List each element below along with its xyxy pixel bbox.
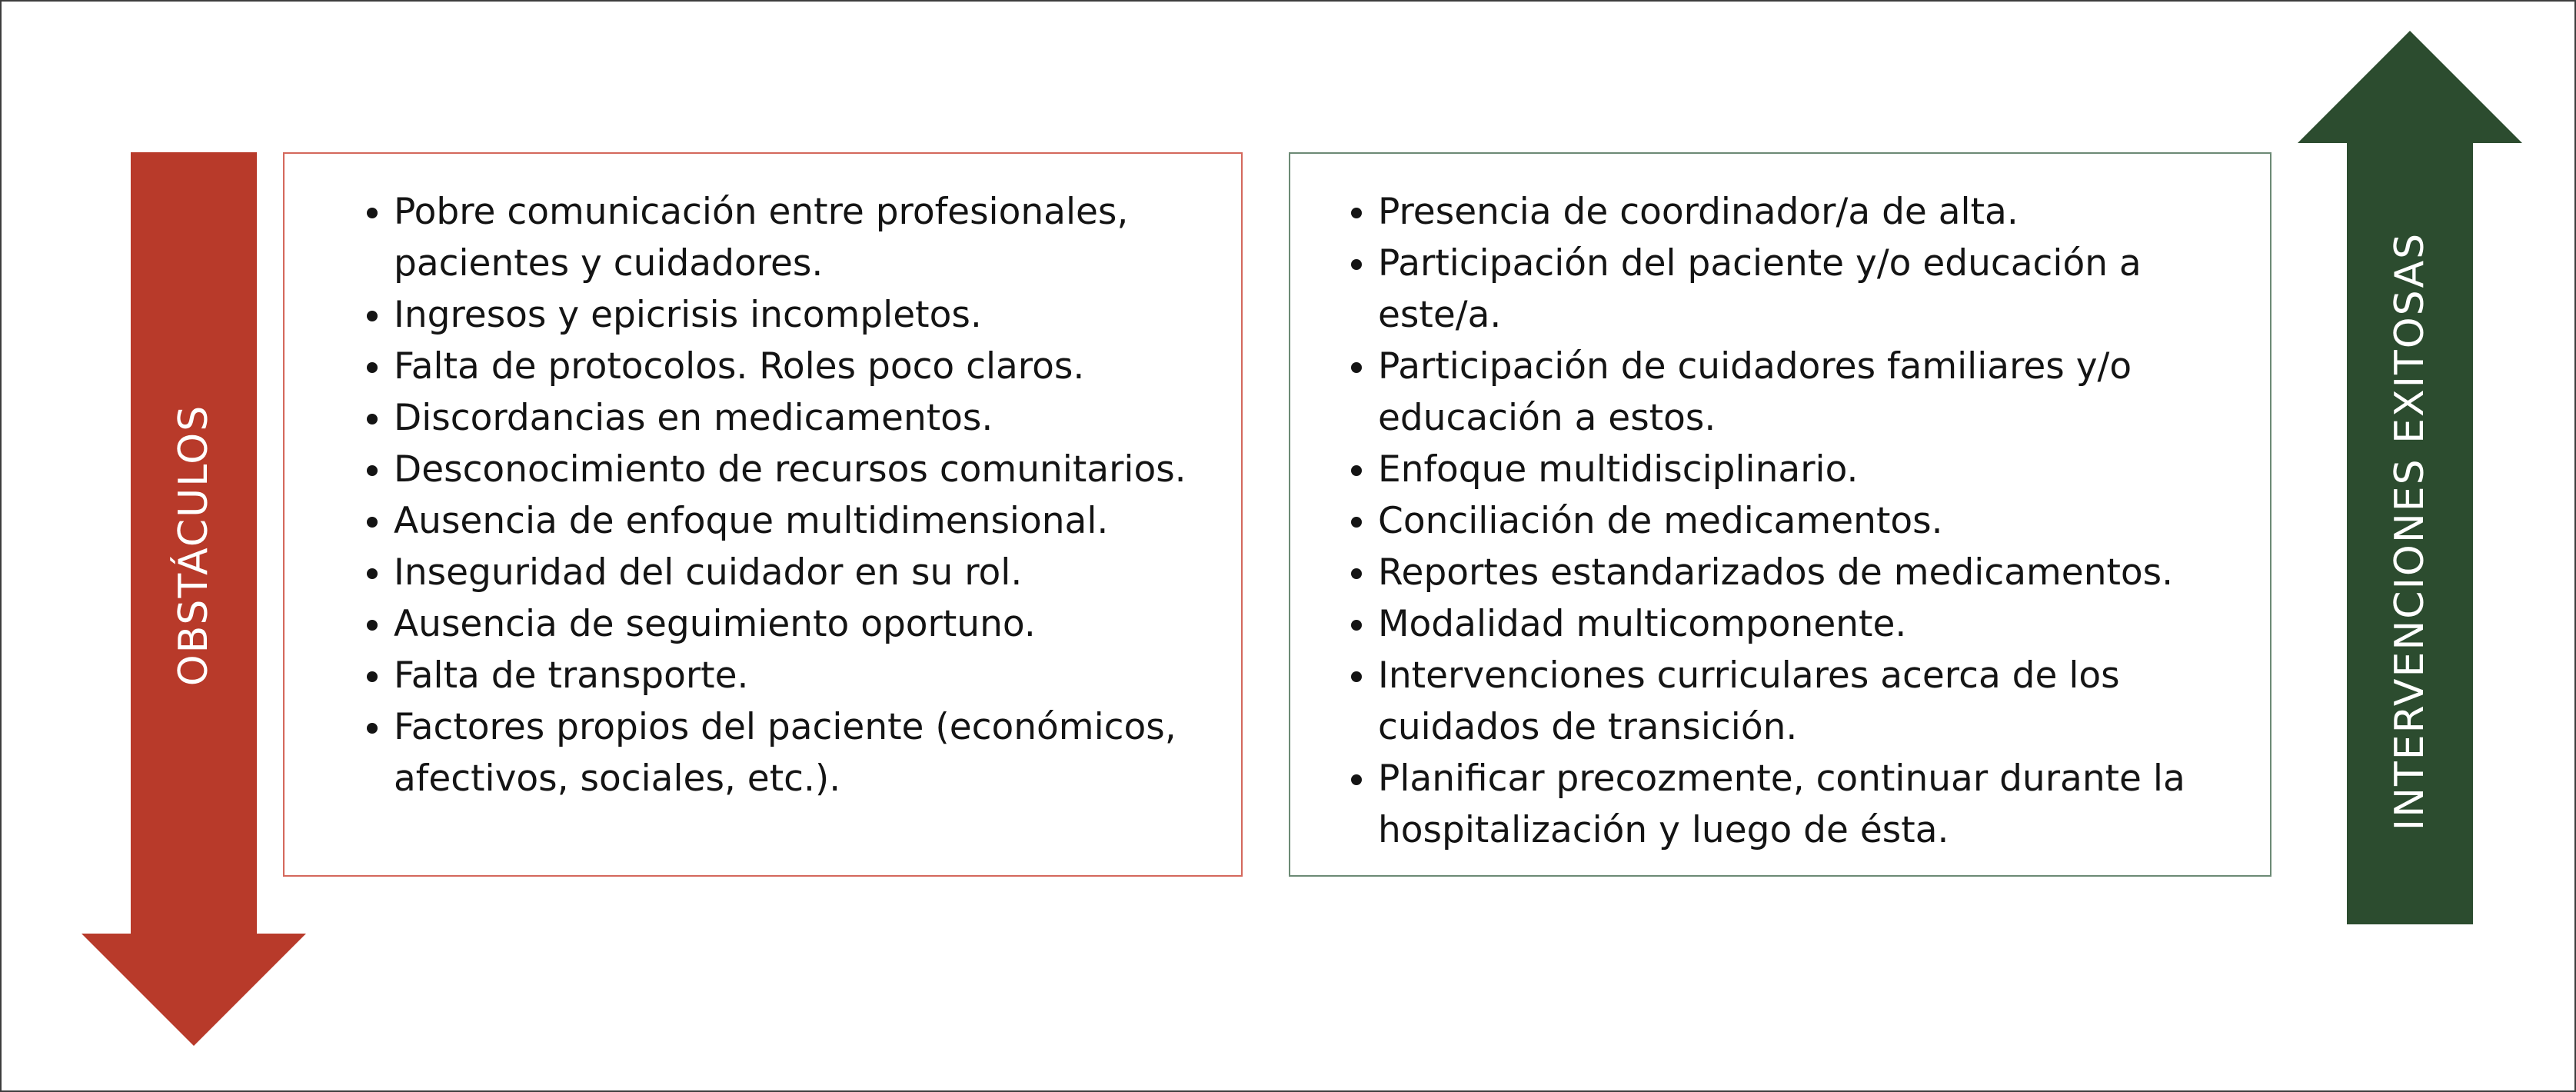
list-item: • Pobre comunicación entre profesionales, pacientes y cuidadores. [394, 186, 1241, 289]
list-item: • Desconocimiento de recursos comunitarios. [394, 444, 1241, 495]
obstacles-list [285, 154, 1241, 804]
obstacles-label: OBSTÁCULOS [171, 405, 217, 687]
list-item: • Ingresos y epicrisis incompletos. [394, 289, 1241, 341]
obstacles-box [283, 152, 1243, 877]
list-item: • Participación del paciente y/o educación a este/a. [1378, 238, 2270, 341]
list-item: • Falta de protocolos. Roles poco claros. [394, 341, 1241, 392]
interventions-list [1290, 154, 2270, 856]
obstacles-arrow [82, 152, 306, 1046]
list-item: • Enfoque multidisciplinario. [1378, 444, 2270, 495]
list-item: • Modalidad multicomponente. [1378, 598, 2270, 650]
interventions-label: INTERVENCIONES EXITOSAS [2387, 231, 2433, 831]
list-item: • Conciliación de medicamentos. [1378, 495, 2270, 547]
list-item: • Presencia de coordinador/a de alta. [1378, 186, 2270, 238]
list-item: • Participación de cuidadores familiares y/o educación a estos. [1378, 341, 2270, 444]
interventions-box [1289, 152, 2271, 877]
list-item: • Inseguridad del cuidador en su rol. [394, 547, 1241, 598]
list-item: • Ausencia de enfoque multidimensional. [394, 495, 1241, 547]
interventions-arrow [2298, 31, 2522, 924]
list-item: • Ausencia de seguimiento oportuno. [394, 598, 1241, 650]
list-item: • Planificar precozmente, continuar durante la hospitalización y luego de ésta. [1378, 753, 2270, 856]
list-item: • Reportes estandarizados de medicamentos. [1378, 547, 2270, 598]
list-item: • Falta de transporte. [394, 650, 1241, 701]
list-item: • Intervenciones curriculares acerca de los cuidados de transición. [1378, 650, 2270, 753]
list-item: • Discordancias en medicamentos. [394, 392, 1241, 444]
list-item: • Factores propios del paciente (económicos, afectivos, sociales, etc.). [394, 701, 1241, 804]
